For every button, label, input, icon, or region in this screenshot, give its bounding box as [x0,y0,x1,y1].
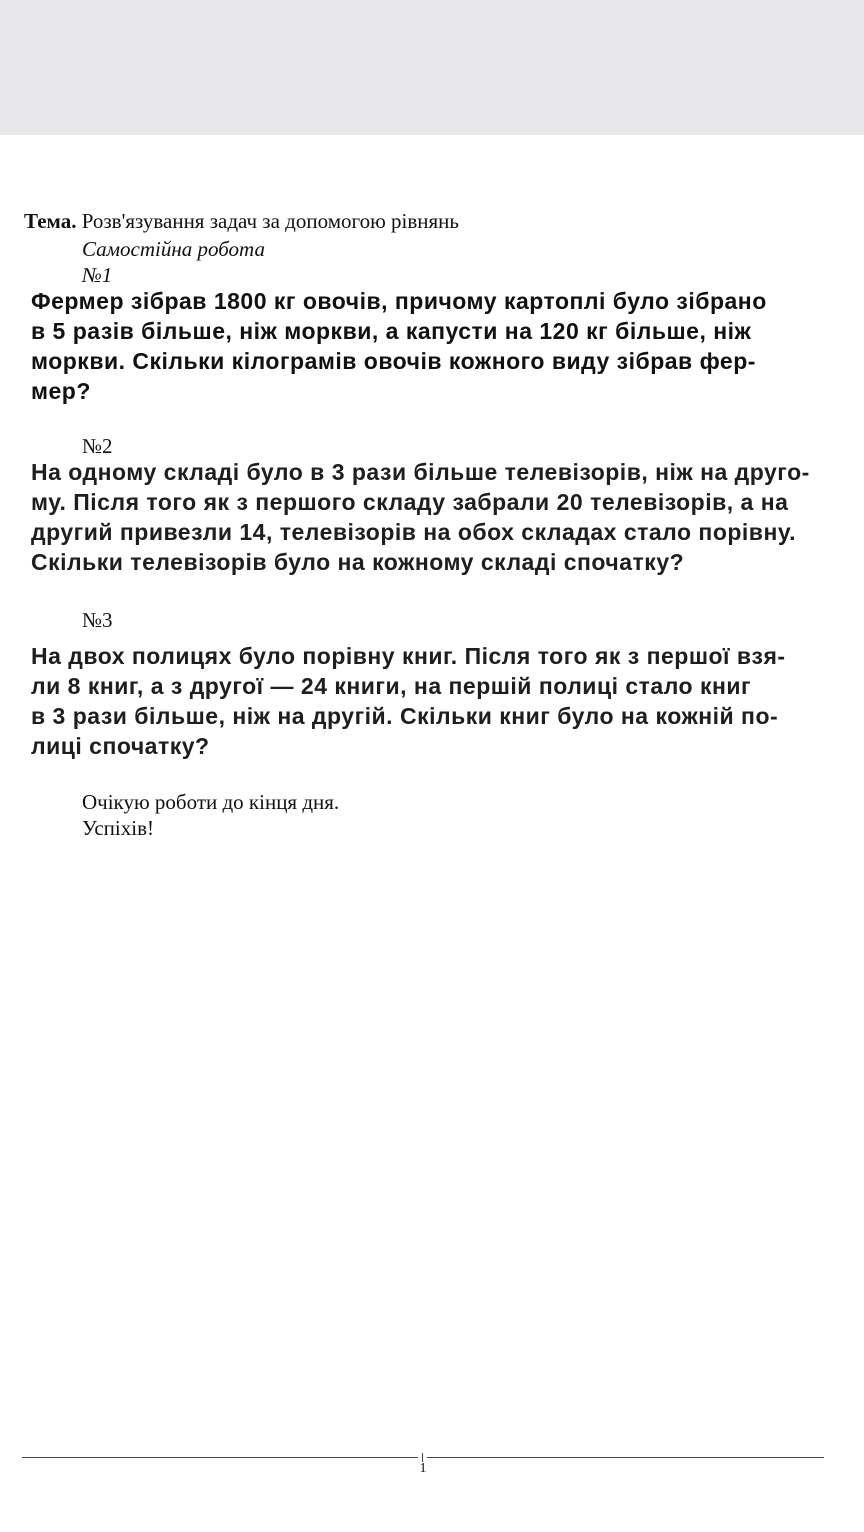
task-3-number: №3 [82,608,113,632]
footer-rule-right [427,1457,824,1458]
task-1-number: №1 [82,263,113,287]
task-3-line-1: На двох полицях було порівну книг. Після того як з першої взя- [31,643,786,669]
task-2-number: №2 [82,434,113,458]
task-2-line-2: му. Після того як з першого складу забрали 20 телевізорів, а на [31,489,789,515]
task-1-text [31,286,819,406]
task-2-text [31,457,819,577]
worksheet-subtitle: Самостійна робота [82,237,265,261]
topic-text: Розв'язування задач за допомогою рівнянь [81,209,459,233]
task-3-line-3: в 3 рази більше, ніж на другій. Скільки книг було на кожній по- [31,703,779,729]
closing-line-1: Очікую роботи до кінця дня. [82,790,340,814]
task-2-line-3: другий привезли 14, телевізорів на обох складах стало порівну. [31,519,797,545]
task-3-line-2: ли 8 книг, а з другої — 24 книги, на першій полиці стало книг [31,673,752,699]
task-1-line-2: в 5 разів більше, ніж моркви, а капусти на 120 кг більше, ніж [31,318,752,344]
task-3-text [31,641,819,761]
task-1-line-4: мер? [31,378,91,404]
footer-rule-left [22,1457,418,1458]
task-2-line-1: На одному складі було в 3 рази більше телевізорів, ніж на друго- [31,459,810,485]
topic-label: Тема. [24,209,77,233]
task-1-line-1: Фермер зібрав 1800 кг овочів, причому картоплі було зібрано [31,288,767,314]
task-1-line-3: моркви. Скільки кілограмів овочів кожного виду зібрав фер- [31,348,756,374]
task-2-line-4: Скільки телевізорів було на кожному складі спочатку? [31,549,685,575]
viewer-top-bar [0,0,864,135]
topic-line [24,208,459,234]
task-3-line-4: лиці спочатку? [31,733,210,759]
closing-line-2: Успіхів! [82,816,154,840]
page-number: 1 [419,1461,427,1476]
